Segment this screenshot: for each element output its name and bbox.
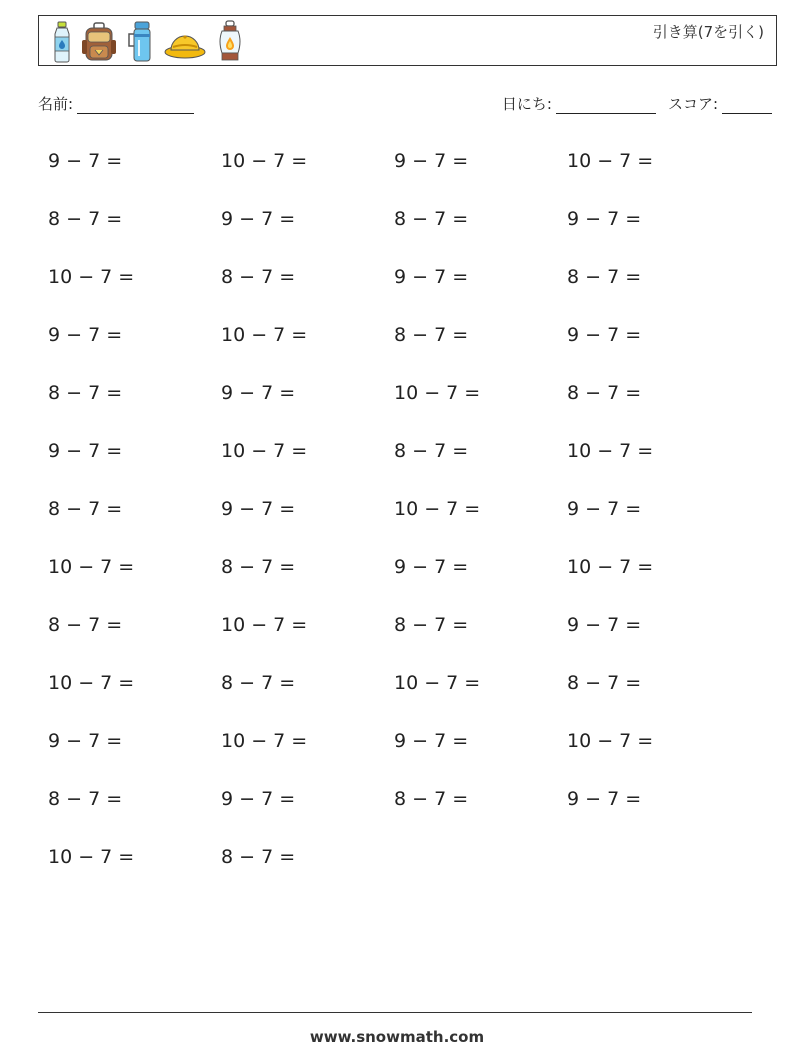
hat-icon [163,20,207,64]
problem-item: 8 − 7 = [221,556,296,578]
backpack-icon [81,20,117,64]
problem-item: 9 − 7 = [48,324,123,346]
problem-item: 10 − 7 = [567,440,654,462]
problem-item: 9 − 7 = [221,498,296,520]
lantern-icon [215,20,245,64]
header-box [38,15,777,66]
water-bottle-icon [51,20,73,64]
problem-item: 8 − 7 = [48,382,123,404]
problem-item: 10 − 7 = [394,498,481,520]
problem-item: 8 − 7 = [221,846,296,868]
problem-item: 10 − 7 = [48,672,135,694]
score-label: スコア: [667,95,718,113]
problem-item: 10 − 7 = [567,556,654,578]
score-blank[interactable] [722,97,772,114]
problem-item: 9 − 7 = [48,730,123,752]
problem-item: 8 − 7 = [394,208,469,230]
name-blank[interactable] [77,97,194,114]
problem-item: 9 − 7 = [567,498,642,520]
problem-item: 8 − 7 = [394,614,469,636]
problem-item: 8 − 7 = [48,498,123,520]
problem-item: 8 − 7 = [221,672,296,694]
problem-item: 10 − 7 = [567,730,654,752]
thermos-icon [125,20,155,64]
problem-item: 10 − 7 = [221,324,308,346]
problem-item: 8 − 7 = [394,788,469,810]
problem-item: 9 − 7 = [221,208,296,230]
problem-item: 10 − 7 = [221,614,308,636]
problem-item: 8 − 7 = [221,266,296,288]
problem-item: 9 − 7 = [221,382,296,404]
problem-item: 10 − 7 = [221,730,308,752]
problem-item: 10 − 7 = [221,150,308,172]
name-field [38,93,194,114]
problem-item: 8 − 7 = [394,440,469,462]
problem-item: 9 − 7 = [48,150,123,172]
date-label: 日にち: [501,95,552,113]
problem-item: 8 − 7 = [567,266,642,288]
problem-item: 9 − 7 = [567,614,642,636]
problem-item: 9 − 7 = [394,266,469,288]
problem-item: 8 − 7 = [48,788,123,810]
problem-item: 9 − 7 = [567,788,642,810]
problem-grid [48,143,768,897]
problem-item: 9 − 7 = [567,324,642,346]
problem-item: 8 − 7 = [48,208,123,230]
problem-item: 9 − 7 = [394,150,469,172]
date-score-fields [502,93,772,114]
problem-item: 9 − 7 = [394,730,469,752]
problem-item: 10 − 7 = [567,150,654,172]
problem-item: 9 − 7 = [394,556,469,578]
name-label: 名前: [38,95,74,113]
problem-item: 8 − 7 = [567,382,642,404]
date-blank[interactable] [556,97,656,114]
problem-item: 8 − 7 = [567,672,642,694]
problem-item: 9 − 7 = [567,208,642,230]
footer-site: www.snowmath.com [309,1028,485,1046]
footer-divider [38,1012,752,1013]
problem-item: 10 − 7 = [394,672,481,694]
problem-item: 10 − 7 = [394,382,481,404]
problem-item: 9 − 7 = [48,440,123,462]
problem-item: 9 − 7 = [221,788,296,810]
info-row [38,93,772,115]
icon-strip [51,19,245,65]
problem-item: 10 − 7 = [48,556,135,578]
worksheet-title: 引き算(7を引く) [652,23,764,41]
problem-item: 10 − 7 = [48,266,135,288]
problem-item: 10 − 7 = [48,846,135,868]
problem-item: 8 − 7 = [48,614,123,636]
problem-item: 8 − 7 = [394,324,469,346]
problem-item: 10 − 7 = [221,440,308,462]
